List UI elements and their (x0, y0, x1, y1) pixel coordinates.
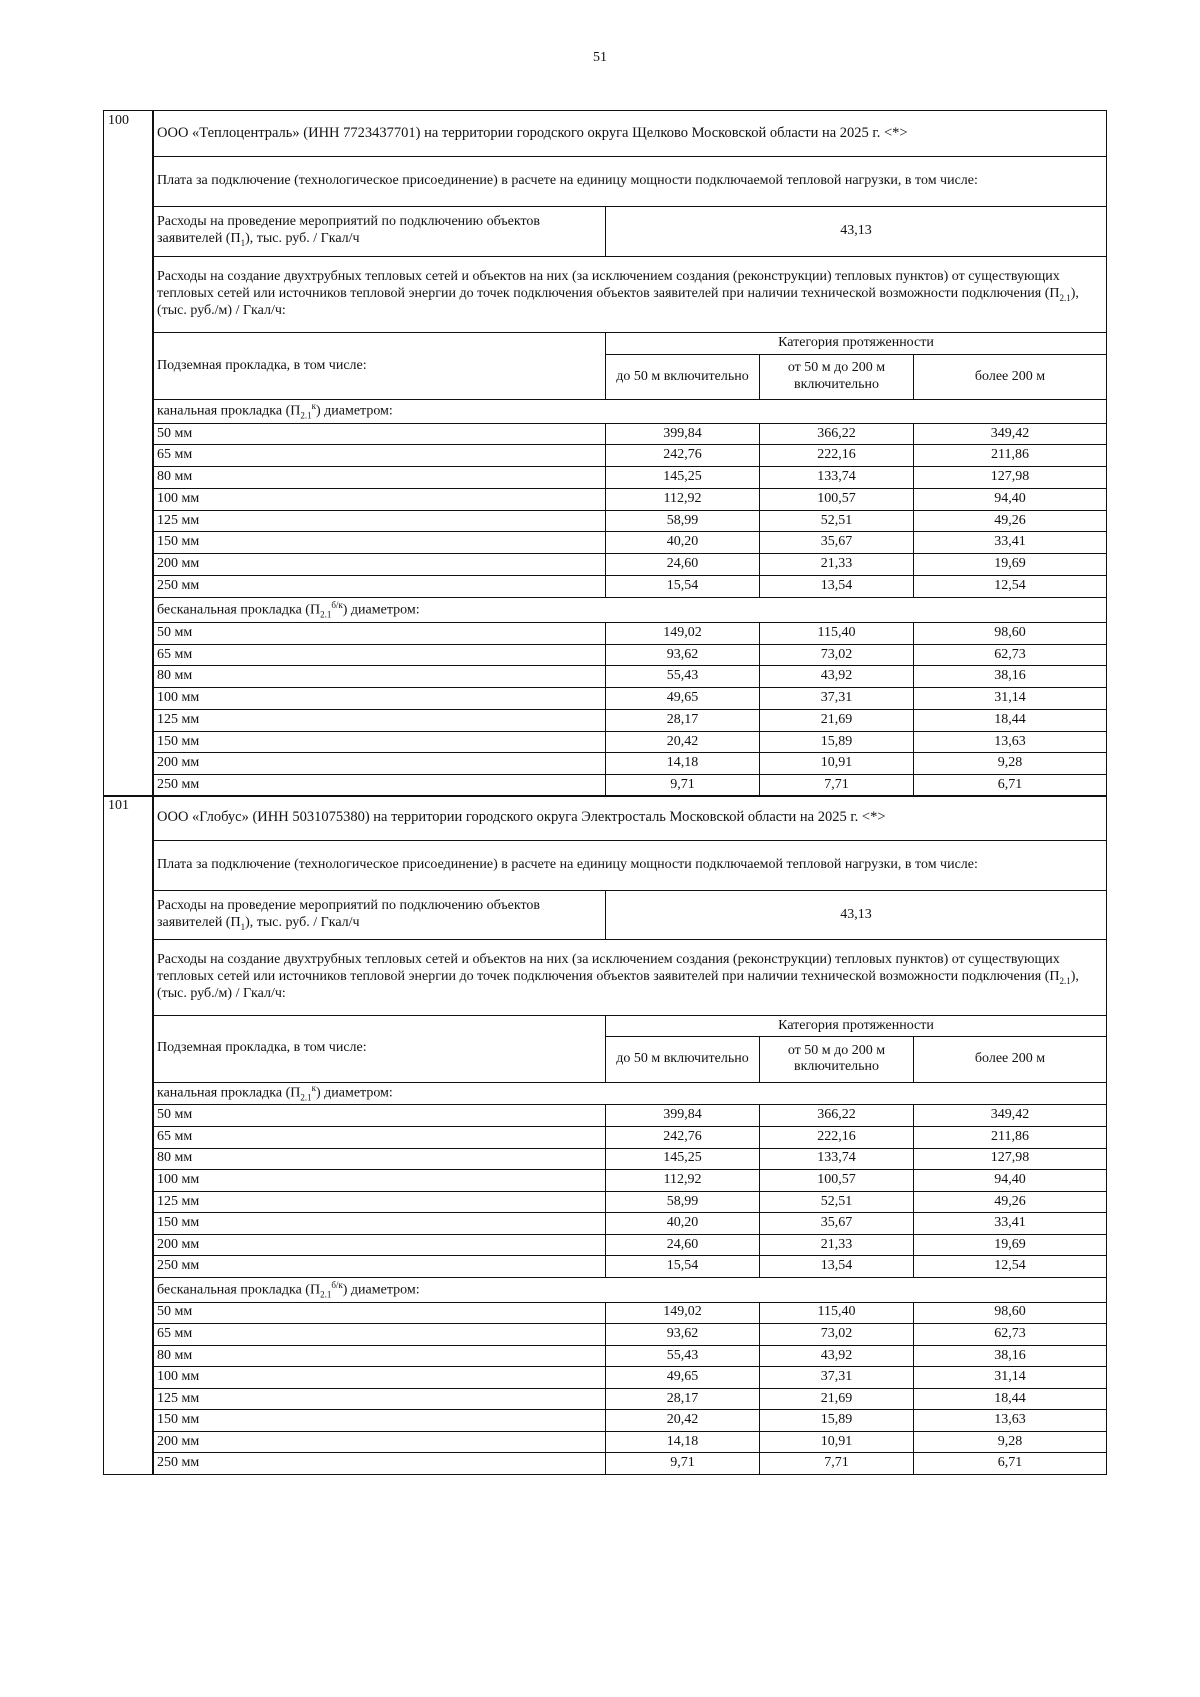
channel-section-text-b: ) диаметром: (315, 1086, 393, 1102)
diameter-cell: 125 мм (154, 1191, 606, 1213)
diameter-cell: 250 мм (154, 775, 606, 797)
value-cell: 18,44 (914, 1388, 1107, 1410)
columns-1: от 50 м до 200 м включительно (787, 1042, 886, 1075)
p1-value: 43,13 (840, 222, 872, 238)
value-cell: 93,62 (606, 644, 760, 666)
channel-section-sup: к (311, 1083, 316, 1094)
value-cell: 94,40 (914, 488, 1107, 510)
value-cell: 242,76 (606, 445, 760, 467)
page-number: 51 (593, 50, 607, 65)
diameter-cell: 125 мм (154, 1388, 606, 1410)
p1-label (154, 890, 606, 940)
value-cell: 9,71 (606, 775, 760, 797)
tariff-block (103, 795, 1106, 1475)
value-cell: 19,69 (914, 554, 1107, 576)
diameter-cell: 200 мм (154, 554, 606, 576)
underground-label (154, 333, 606, 400)
diameter-cell: 50 мм (154, 622, 606, 644)
value-cell: 349,42 (914, 423, 1107, 445)
diameter-cell: 150 мм (154, 731, 606, 753)
value-cell: 13,63 (914, 1410, 1107, 1432)
diameter-cell: 150 мм (154, 1410, 606, 1432)
value-cell: 49,26 (914, 510, 1107, 532)
table-row (154, 576, 1107, 598)
table-row (154, 753, 1107, 775)
value-cell: 211,86 (914, 1127, 1107, 1149)
category-header (606, 333, 1107, 355)
channelless-section-label (154, 597, 1107, 622)
diameter-cell: 100 мм (154, 1367, 606, 1389)
value-cell: 33,41 (914, 1213, 1107, 1235)
value-cell: 58,99 (606, 510, 760, 532)
table-row (154, 1388, 1107, 1410)
value-cell: 10,91 (760, 753, 914, 775)
column-header (760, 1037, 914, 1082)
value-cell: 399,84 (606, 423, 760, 445)
channelless-section-text-b: ) диаметром: (342, 1282, 420, 1298)
diameter-cell: 100 мм (154, 1170, 606, 1192)
value-cell: 7,71 (760, 775, 914, 797)
value-cell: 14,18 (606, 1431, 760, 1453)
diameter-cell: 250 мм (154, 1256, 606, 1278)
value-cell: 12,54 (914, 576, 1107, 598)
value-cell: 222,16 (760, 445, 914, 467)
number: 101 (108, 798, 129, 813)
p1-label-b: ), тыс. руб. / Гкал/ч (245, 914, 360, 930)
value-cell: 13,54 (760, 1256, 914, 1278)
channel-section-sup: к (311, 401, 316, 412)
value-cell: 38,16 (914, 1345, 1107, 1367)
value-cell: 6,71 (914, 775, 1107, 797)
value-cell: 21,69 (760, 709, 914, 731)
value-cell: 94,40 (914, 1170, 1107, 1192)
channel-section-sub: 2.1 (300, 1092, 312, 1103)
diameter-cell: 65 мм (154, 1324, 606, 1346)
table-row (154, 1105, 1107, 1127)
value-cell: 211,86 (914, 445, 1107, 467)
table-row (154, 1345, 1107, 1367)
table-row (154, 445, 1107, 467)
value-cell: 100,57 (760, 1170, 914, 1192)
table-row (154, 1234, 1107, 1256)
column-header (606, 1037, 760, 1082)
channel-section-label (154, 400, 1107, 423)
value-cell: 19,69 (914, 1234, 1107, 1256)
value-cell: 222,16 (760, 1127, 914, 1149)
p1-label-a: Расходы на проведение мероприятий по подключению объектов заявителей (П (157, 897, 541, 930)
value-cell: 145,25 (606, 467, 760, 489)
p1-value: 43,13 (840, 906, 872, 922)
table-row (154, 467, 1107, 489)
diameter-cell: 50 мм (154, 423, 606, 445)
diameter-cell: 65 мм (154, 1127, 606, 1149)
underground-label: Подземная прокладка, в том числе: (157, 1040, 367, 1056)
value-cell: 399,84 (606, 1105, 760, 1127)
table-row (154, 1127, 1107, 1149)
p1-label (154, 206, 606, 256)
p21-text-b: ), (тыс. руб./м) / Гкал/ч: (157, 285, 1079, 319)
table-row (154, 1302, 1107, 1324)
value-cell: 55,43 (606, 1345, 760, 1367)
table-row (154, 488, 1107, 510)
table-row (154, 1410, 1107, 1432)
value-cell: 20,42 (606, 731, 760, 753)
value-cell: 35,67 (760, 1213, 914, 1235)
p1-value (606, 206, 1107, 256)
channelless-section-sup: б/к (331, 1279, 343, 1290)
table-row (154, 1148, 1107, 1170)
value-cell: 93,62 (606, 1324, 760, 1346)
diameter-cell: 150 мм (154, 1213, 606, 1235)
fee-intro (154, 841, 1107, 891)
columns-0: до 50 м включительно (616, 1051, 749, 1066)
value-cell: 33,41 (914, 532, 1107, 554)
value-cell: 21,69 (760, 1388, 914, 1410)
p21-text-sub: 2.1 (1059, 292, 1071, 303)
value-cell: 18,44 (914, 709, 1107, 731)
diameter-cell: 250 мм (154, 1453, 606, 1475)
value-cell: 73,02 (760, 644, 914, 666)
tariff-table (153, 110, 1107, 797)
p21-text-a: Расходы на создание двухтрубных тепловых сетей и объектов на них (за исключением создания (реконструкции) тепловых пунктов) от существующих тепловых сетей или источников тепловой энергии до точек подключения объектов заявителей при наличии технической возможности подключения (П (157, 951, 1060, 984)
value-cell: 15,89 (760, 731, 914, 753)
diameter-cell: 80 мм (154, 467, 606, 489)
organization-title (154, 796, 1107, 841)
value-cell: 112,92 (606, 1170, 760, 1192)
channelless-section-text-b: ) диаметром: (342, 602, 420, 618)
value-cell: 62,73 (914, 644, 1107, 666)
value-cell: 58,99 (606, 1191, 760, 1213)
category-header (606, 1015, 1107, 1037)
channelless-section-label (154, 1277, 1107, 1302)
table-row (154, 1170, 1107, 1192)
value-cell: 28,17 (606, 1388, 760, 1410)
value-cell: 52,51 (760, 1191, 914, 1213)
table-row (154, 709, 1107, 731)
diameter-cell: 80 мм (154, 666, 606, 688)
value-cell: 133,74 (760, 1148, 914, 1170)
value-cell: 20,42 (606, 1410, 760, 1432)
number: 100 (108, 113, 129, 128)
value-cell: 10,91 (760, 1431, 914, 1453)
value-cell: 15,54 (606, 576, 760, 598)
category-header: Категория протяженности (778, 335, 934, 350)
value-cell: 49,65 (606, 1367, 760, 1389)
channelless-section-sub: 2.1 (320, 1289, 332, 1300)
value-cell: 149,02 (606, 622, 760, 644)
channelless-section-sup: б/к (331, 599, 343, 610)
channel-section-sub: 2.1 (300, 410, 312, 421)
column-header (914, 354, 1107, 400)
table-row (154, 1324, 1107, 1346)
tariff-content (153, 110, 1106, 797)
p21-text-b: ), (тыс. руб./м) / Гкал/ч: (157, 968, 1079, 1002)
table-row (154, 622, 1107, 644)
table-row (154, 554, 1107, 576)
tariff-content (153, 795, 1106, 1475)
value-cell: 73,02 (760, 1324, 914, 1346)
value-cell: 145,25 (606, 1148, 760, 1170)
value-cell: 366,22 (760, 423, 914, 445)
value-cell: 112,92 (606, 488, 760, 510)
channelless-section-sub: 2.1 (320, 609, 332, 620)
value-cell: 14,18 (606, 753, 760, 775)
value-cell: 43,92 (760, 1345, 914, 1367)
channel-section-text-b: ) диаметром: (315, 404, 393, 420)
diameter-cell: 65 мм (154, 445, 606, 467)
p1-value (606, 890, 1107, 940)
diameter-cell: 250 мм (154, 576, 606, 598)
value-cell: 242,76 (606, 1127, 760, 1149)
value-cell: 100,57 (760, 488, 914, 510)
value-cell: 127,98 (914, 1148, 1107, 1170)
table-row (154, 688, 1107, 710)
value-cell: 49,26 (914, 1191, 1107, 1213)
value-cell: 366,22 (760, 1105, 914, 1127)
value-cell: 43,92 (760, 666, 914, 688)
diameter-cell: 50 мм (154, 1105, 606, 1127)
diameter-cell: 50 мм (154, 1302, 606, 1324)
diameter-cell: 80 мм (154, 1148, 606, 1170)
column-header (760, 354, 914, 400)
value-cell: 28,17 (606, 709, 760, 731)
p1-label-sub: 1 (240, 237, 246, 248)
columns-2: более 200 м (974, 368, 1046, 384)
table-row (154, 731, 1107, 753)
table-row (154, 510, 1107, 532)
organization-title (154, 111, 1107, 157)
value-cell: 62,73 (914, 1324, 1107, 1346)
title: ООО «Теплоцентраль» (ИНН 7723437701) на территории городского округа Щелково Московской области на 2025 г. <*> (157, 124, 908, 141)
table-row (154, 666, 1107, 688)
value-cell: 35,67 (760, 532, 914, 554)
table-row (154, 423, 1107, 445)
channel-section-text-a: канальная прокладка (П (157, 404, 301, 420)
channelless-section-text-a: бесканальная прокладка (П (157, 602, 321, 618)
value-cell: 127,98 (914, 467, 1107, 489)
columns-0: до 50 м включительно (616, 368, 749, 384)
row-number (103, 110, 153, 797)
value-cell: 21,33 (760, 1234, 914, 1256)
value-cell: 15,89 (760, 1410, 914, 1432)
diameter-cell: 200 мм (154, 1431, 606, 1453)
tariff-block (103, 110, 1106, 797)
value-cell: 6,71 (914, 1453, 1107, 1475)
value-cell: 49,65 (606, 688, 760, 710)
p1-label-b: ), тыс. руб. / Гкал/ч (245, 230, 360, 246)
table-row (154, 532, 1107, 554)
value-cell: 133,74 (760, 467, 914, 489)
value-cell: 31,14 (914, 1367, 1107, 1389)
channel-section-text-a: канальная прокладка (П (157, 1086, 301, 1102)
value-cell: 7,71 (760, 1453, 914, 1475)
value-cell: 98,60 (914, 1302, 1107, 1324)
value-cell: 98,60 (914, 622, 1107, 644)
columns-1: от 50 м до 200 м включительно (787, 360, 886, 393)
p21-text-sub: 2.1 (1059, 975, 1071, 986)
value-cell: 24,60 (606, 1234, 760, 1256)
table-row (154, 775, 1107, 797)
column-header (914, 1037, 1107, 1082)
value-cell: 37,31 (760, 688, 914, 710)
column-header (606, 354, 760, 400)
value-cell: 9,28 (914, 753, 1107, 775)
value-cell: 15,54 (606, 1256, 760, 1278)
value-cell: 349,42 (914, 1105, 1107, 1127)
p21-description (154, 940, 1107, 1015)
value-cell: 21,33 (760, 554, 914, 576)
category-header: Категория протяженности (778, 1017, 934, 1033)
value-cell: 13,54 (760, 576, 914, 598)
diameter-cell: 100 мм (154, 488, 606, 510)
value-cell: 24,60 (606, 554, 760, 576)
table-row (154, 1256, 1107, 1278)
diameter-cell: 150 мм (154, 532, 606, 554)
table-row (154, 1431, 1107, 1453)
p1-label-a: Расходы на проведение мероприятий по подключению объектов заявителей (П (157, 214, 541, 246)
diameter-cell: 80 мм (154, 1345, 606, 1367)
table-row (154, 1213, 1107, 1235)
diameter-cell: 200 мм (154, 753, 606, 775)
diameter-cell: 65 мм (154, 644, 606, 666)
table-row (154, 1367, 1107, 1389)
fee-intro: Плата за подключение (технологическое присоединение) в расчете на единицу мощности подключаемой тепловой нагрузки, в том числе: (157, 857, 978, 873)
value-cell: 52,51 (760, 510, 914, 532)
value-cell: 40,20 (606, 1213, 760, 1235)
channelless-section-text-a: бесканальная прокладка (П (157, 1282, 321, 1298)
underground-label: Подземная прокладка, в том числе: (157, 357, 367, 373)
value-cell: 12,54 (914, 1256, 1107, 1278)
value-cell: 115,40 (760, 1302, 914, 1324)
row-number (103, 795, 153, 1475)
p1-label-sub: 1 (240, 921, 246, 932)
value-cell: 9,71 (606, 1453, 760, 1475)
value-cell: 13,63 (914, 731, 1107, 753)
value-cell: 115,40 (760, 622, 914, 644)
channel-section-label (154, 1082, 1107, 1105)
table-row (154, 644, 1107, 666)
columns-2: более 200 м (974, 1051, 1046, 1066)
p21-text-a: Расходы на создание двухтрубных тепловых сетей и объектов на них (за исключением создания (реконструкции) тепловых пунктов) от существующих тепловых сетей или источников тепловой энергии до точек подключения объектов заявителей при наличии технической возможности подключения (П (157, 268, 1060, 301)
diameter-cell: 200 мм (154, 1234, 606, 1256)
table-row (154, 1191, 1107, 1213)
value-cell: 40,20 (606, 532, 760, 554)
fee-intro: Плата за подключение (технологическое присоединение) в расчете на единицу мощности подключаемой тепловой нагрузки, в том числе: (157, 172, 978, 188)
table-row (154, 1453, 1107, 1475)
diameter-cell: 125 мм (154, 510, 606, 532)
value-cell: 31,14 (914, 688, 1107, 710)
value-cell: 149,02 (606, 1302, 760, 1324)
value-cell: 9,28 (914, 1431, 1107, 1453)
value-cell: 37,31 (760, 1367, 914, 1389)
p21-description (154, 256, 1107, 332)
tariff-table (153, 795, 1107, 1475)
diameter-cell: 100 мм (154, 688, 606, 710)
value-cell: 55,43 (606, 666, 760, 688)
value-cell: 38,16 (914, 666, 1107, 688)
underground-label (154, 1015, 606, 1082)
fee-intro (154, 156, 1107, 206)
title: ООО «Глобус» (ИНН 5031075380) на территории городского округа Электросталь Московской области на 2025 г. <*> (157, 809, 886, 826)
diameter-cell: 125 мм (154, 709, 606, 731)
